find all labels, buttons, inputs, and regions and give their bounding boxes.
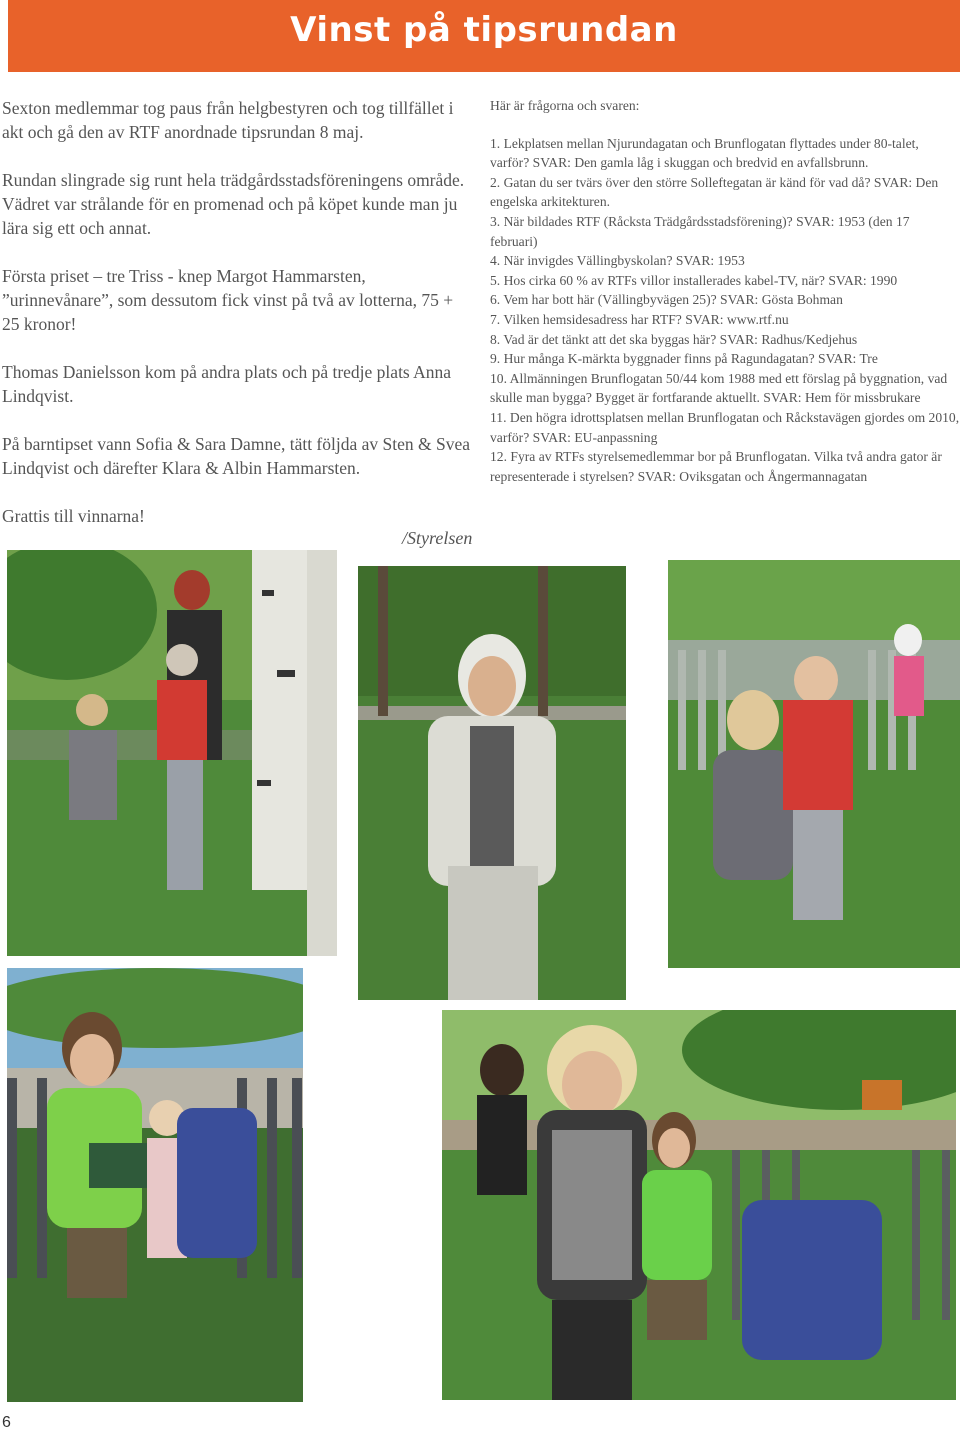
- article-paragraph: Grattis till vinnarna!: [2, 506, 145, 526]
- quiz-intro: Här är frågorna och svaren:: [490, 98, 640, 113]
- quiz-item: 2. Gatan du ser tvärs över den större Solleftegatan är känd för vad då? SVAR: Den engelska arkitekturen.: [490, 174, 939, 210]
- photo-children-by-fence: [668, 560, 960, 968]
- quiz-item: 5. Hos cirka 60 % av RTFs villor installerades kabel-TV, när? SVAR: 1990: [490, 272, 898, 288]
- quiz-item: 1. Lekplatsen mellan Njurundagatan och Brunflogatan flyttades under 80-talet, varför? SVAR: Den gamla låg i skuggan och bredvid en avfallsbrunn.: [490, 135, 919, 171]
- article-paragraph: På barntipset vann Sofia & Sara Damne, tätt följda av Sten & Svea Lindqvist och därefter Klara & Albin Hammarsten.: [2, 434, 471, 478]
- article-body: [2, 96, 474, 552]
- photo-girl-with-prize: [7, 968, 303, 1402]
- quiz-item: 12. Fyra av RTFs styrelsemedlemmar bor på Brunflogatan. Vilka två andra gator är representerade i styrelsen? SVAR: Oviksgatan och Ångermannagatan: [490, 449, 942, 484]
- page-header-banner: [8, 0, 960, 72]
- quiz-item: 8. Vad är det tänkt att det ska byggas här? SVAR: Radhus/Kedjehus: [490, 331, 858, 347]
- article-paragraph: Rundan slingrade sig runt hela trädgårdsstadsföreningens område. Vädret var strålande för en promenad och på köpet kunde man ju lära sig ett och annat.: [2, 170, 465, 238]
- quiz-answers: [490, 96, 960, 486]
- page-number: 6: [2, 1414, 11, 1431]
- article-paragraph: Första priset – tre Triss - knep Margot Hammarsten, ”urinnevånare”, som dessutom fick vinst på två av lotterna, 75 + 25 kronor!: [2, 266, 454, 334]
- quiz-item: 6. Vem har bott här (Vällingbyvägen 25)? SVAR: Gösta Bohman: [490, 292, 843, 308]
- quiz-item: 9. Hur många K-märkta byggnader finns på Ragundagatan? SVAR: Tre: [490, 351, 878, 367]
- photo-woman-with-paper: [358, 566, 626, 1000]
- quiz-item: 11. Den högra idrottsplatsen mellan Brunflogatan och Råckstavägen gjordes om 2010, varför? SVAR: EU-anpassning: [490, 409, 960, 445]
- page-title: Vinst på tipsrundan: [290, 10, 678, 50]
- quiz-item: 10. Allmänningen Brunflogatan 50/44 kom 1988 med ett förslag på byggnation, vad skulle man bygga? Bygget är fortfarande aktuellt. SVAR: Hem för missbrukare: [490, 370, 948, 406]
- quiz-item: 3. När bildades RTF (Råcksta Trädgårdsstadsförening)? SVAR: 1953 (den 17 februari): [490, 213, 910, 249]
- quiz-item: 7. Vilken hemsidesadress har RTF? SVAR: www.rtf.nu: [490, 311, 789, 327]
- quiz-item: 4. När invigdes Vällingbyskolan? SVAR: 1953: [490, 253, 745, 269]
- article-paragraph: Thomas Danielsson kom på andra plats och på tredje plats Anna Lindqvist.: [2, 362, 452, 406]
- photo-birch-tree-group: [7, 550, 337, 956]
- article-paragraph: Sexton medlemmar tog paus från helgbestyren och tog tillfället i akt och gå den av RTF anordnade tipsrundan 8 maj.: [2, 98, 454, 142]
- photo-prize-handover: [442, 1010, 956, 1400]
- article-signature: /Styrelsen: [402, 528, 473, 548]
